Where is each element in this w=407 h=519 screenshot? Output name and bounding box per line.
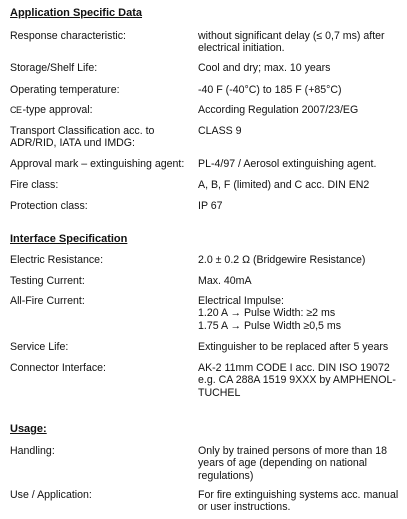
connector-interface-value-line: TUCHEL [198, 386, 241, 399]
handling-value-line: years of age (depending on national [198, 457, 368, 470]
handling-value [198, 445, 403, 482]
all-fire-current-value [198, 295, 403, 332]
handling-label: Handling: [10, 445, 55, 457]
all-fire-current-value-line: 1.20 A → Pulse Width: ≥2 ms [198, 307, 336, 320]
fire-class-value: A, B, F (limited) and C acc. DIN EN2 [198, 179, 370, 191]
connector-interface-label: Connector Interface: [10, 362, 106, 374]
service-life-value: Extinguisher to be replaced after 5 years [198, 341, 389, 353]
connector-interface-value-line: e.g. CA 288A 1519 9XXX by AMPHENOL- [198, 374, 396, 387]
protection-class-value: IP 67 [198, 200, 223, 212]
operating-temperature-label: Operating temperature: [10, 84, 120, 96]
transport-label-line: ADR/RID, IATA und IMDG: [10, 137, 135, 150]
use-application-value-line: or user instructions. [198, 501, 291, 514]
approval-mark-label: Approval mark – extinguishing agent: [10, 158, 185, 170]
ce-approval-label [10, 104, 192, 116]
section-heading-usage: Usage: [10, 423, 47, 435]
all-fire-current-value-line: Electrical Impulse: [198, 295, 284, 307]
all-fire-current-label: All-Fire Current: [10, 295, 85, 307]
transport-label-line: Transport Classification acc. to [10, 125, 155, 137]
service-life-label: Service Life: [10, 341, 69, 353]
electric-resistance-label: Electric Resistance: [10, 254, 104, 266]
electric-resistance-value: 2.0 ± 0.2 Ω (Bridgewire Resistance) [198, 254, 366, 266]
use-application-value-line: For fire extinguishing systems acc. manual [198, 489, 399, 501]
section-heading-application: Application Specific Data [10, 7, 143, 19]
storage-label: Storage/Shelf Life: [10, 62, 98, 74]
fire-class-label: Fire class: [10, 179, 59, 191]
response-value [198, 30, 403, 55]
use-application-value [198, 489, 403, 514]
transport-value: CLASS 9 [198, 125, 242, 137]
approval-mark-value: PL-4/97 / Aerosol extinguishing agent. [198, 158, 377, 170]
operating-temperature-value: -40 F (-40°C) to 185 F (+85°C) [198, 84, 342, 96]
section-heading-interface: Interface Specification [10, 233, 128, 245]
response-label: Response characteristic: [10, 30, 126, 42]
ce-approval-value: According Regulation 2007/23/EG [198, 104, 359, 116]
handling-value-line: regulations) [198, 469, 254, 482]
response-value-line: electrical initiation. [198, 42, 285, 55]
transport-label [10, 125, 192, 150]
ce-mark-icon: CE [10, 105, 22, 115]
use-application-label: Use / Application: [10, 489, 92, 501]
handling-value-line: Only by trained persons of more than 18 [198, 445, 388, 457]
testing-current-value: Max. 40mA [198, 275, 252, 287]
response-value-line: without significant delay (≤ 0,7 ms) after [198, 30, 385, 42]
all-fire-current-value-line: 1.75 A → Pulse Width ≥0,5 ms [198, 319, 342, 332]
storage-value: Cool and dry; max. 10 years [198, 62, 331, 74]
protection-class-label: Protection class: [10, 200, 88, 212]
testing-current-label: Testing Current: [10, 275, 85, 287]
connector-interface-value [198, 362, 403, 399]
connector-interface-value-line: AK-2 11mm CODE I acc. DIN ISO 19072 [198, 362, 390, 374]
ce-approval-label-text: -type approval: [22, 104, 93, 116]
